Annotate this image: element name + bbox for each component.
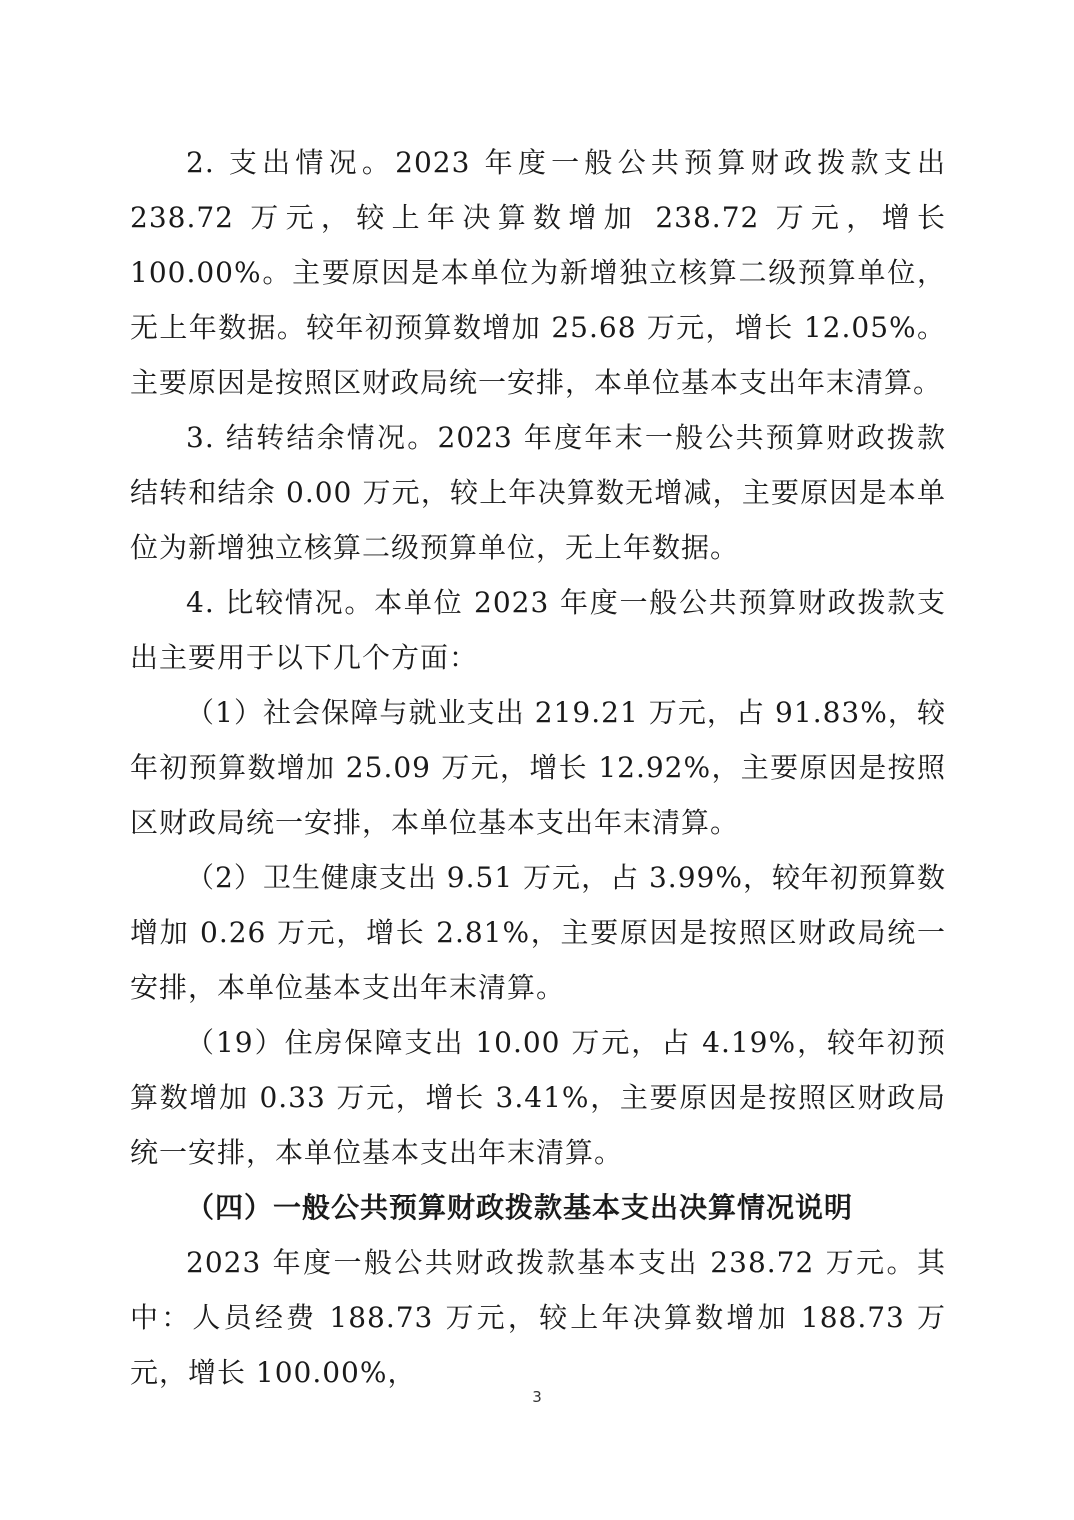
paragraph-expenditure: 2. 支出情况。2023 年度一般公共预算财政拨款支出 238.72 万元，较上年决算数增加 238.72 万元，增长 100.00%。主要原因是本单位为新增独立核算二级预算单位，无上年数据。较年初预算数增加 25.68 万元，增长 12.05%。主要原因是按照区财政局统一安排，本单位基本支出年末清算。	[130, 146, 946, 399]
page-number: 3	[532, 1388, 542, 1406]
paragraph-health: （2）卫生健康支出 9.51 万元，占 3.99%，较年初预算数增加 0.26 万元，增长 2.81%，主要原因是按照区财政局统一安排，本单位基本支出年末清算。	[130, 861, 946, 1004]
paragraph-housing: （19）住房保障支出 10.00 万元，占 4.19%，较年初预算数增加 0.33 万元，增长 3.41%，主要原因是按照区财政局统一安排，本单位基本支出年末清算。	[130, 1026, 946, 1169]
paragraph-comparison: 4. 比较情况。本单位 2023 年度一般公共预算财政拨款支出主要用于以下几个方面：	[130, 586, 946, 674]
paragraph-social-security: （1）社会保障与就业支出 219.21 万元，占 91.83%，较年初预算数增加 25.09 万元，增长 12.92%，主要原因是按照区财政局统一安排，本单位基本支出年末清算。	[130, 696, 946, 839]
section-heading: （四）一般公共预算财政拨款基本支出决算情况说明	[186, 1191, 854, 1224]
paragraph-basic-expenditure: 2023 年度一般公共财政拨款基本支出 238.72 万元。其中：人员经费 188.73 万元，较上年决算数增加 188.73 万元，增长 100.00%，	[130, 1246, 946, 1389]
document-page	[130, 135, 946, 1400]
paragraph-carryover: 3. 结转结余情况。2023 年度年末一般公共预算财政拨款结转和结余 0.00 万元，较上年决算数无增减，主要原因是本单位为新增独立核算二级预算单位，无上年数据。	[130, 421, 946, 564]
